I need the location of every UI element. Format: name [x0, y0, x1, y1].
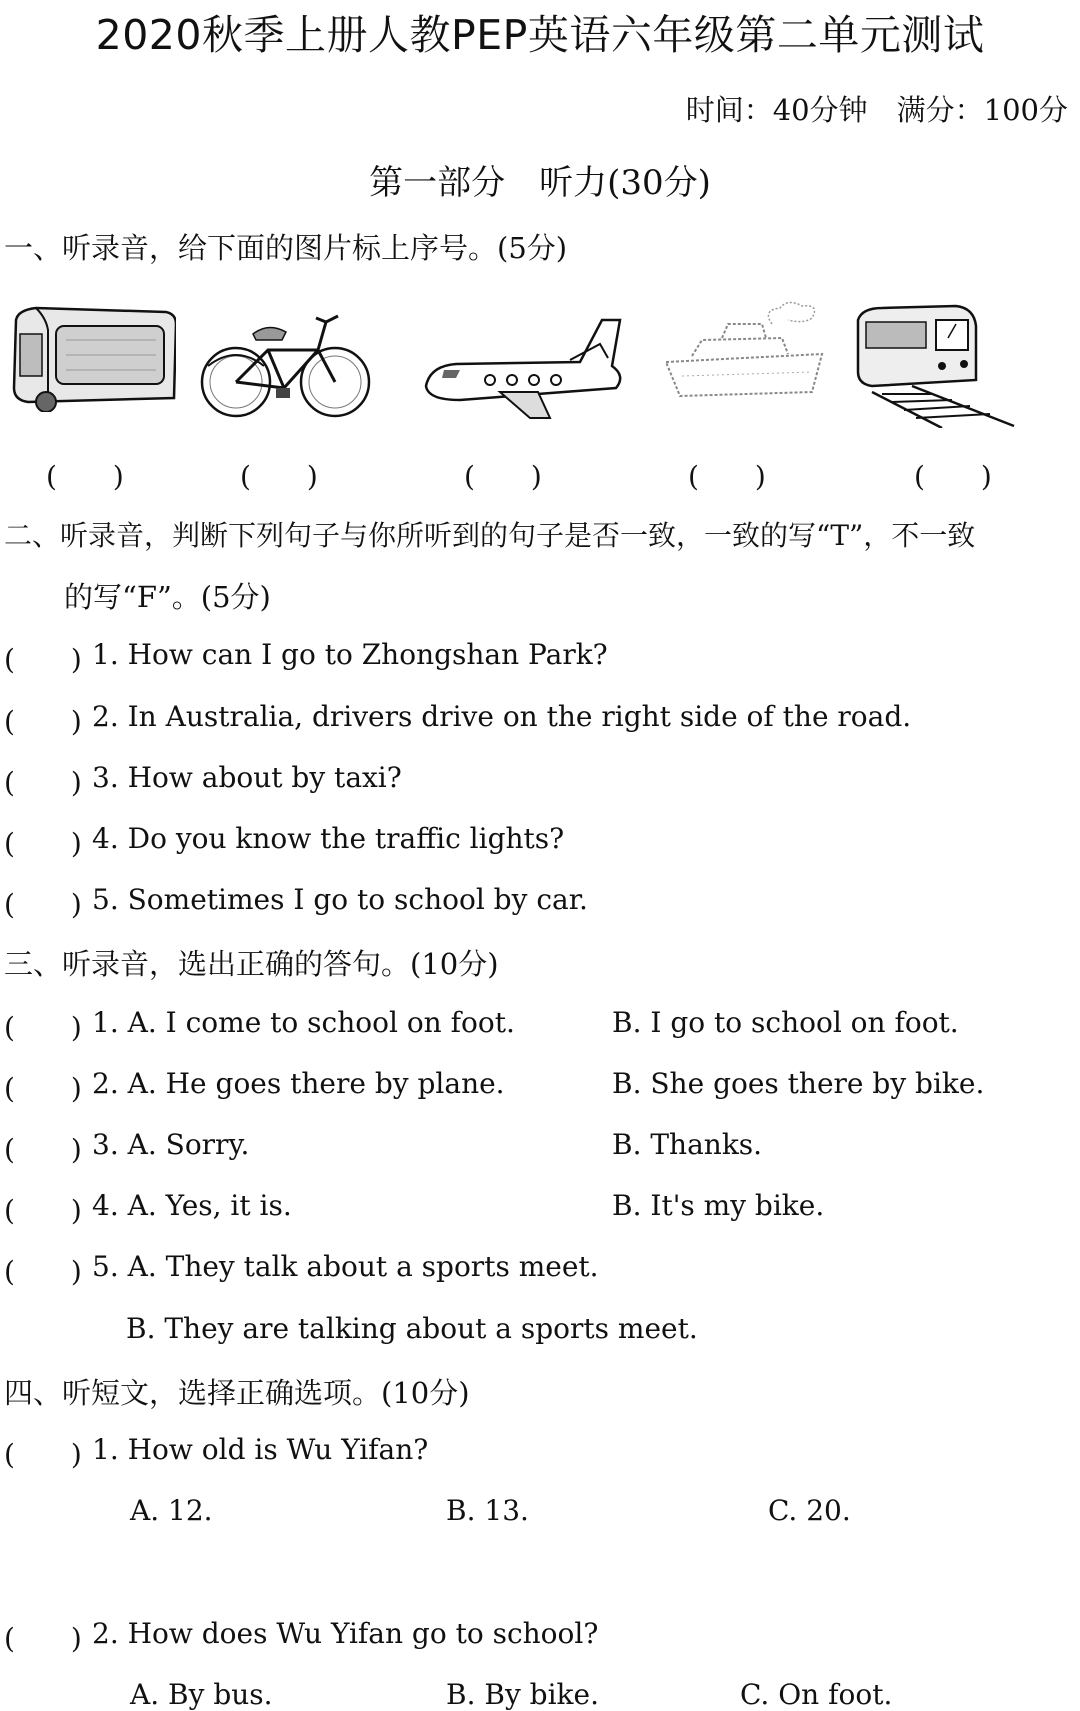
- answer-blank[interactable]: ( ): [4, 1438, 82, 1471]
- answer-blank[interactable]: ( ): [4, 643, 82, 676]
- option-b: B. I go to school on foot.: [612, 1006, 959, 1039]
- answer-blank[interactable]: ( ): [4, 888, 82, 921]
- answer-blank[interactable]: ( ): [4, 827, 82, 860]
- answer-blank[interactable]: ( ): [4, 1622, 82, 1655]
- picture-answer-blank[interactable]: ( ): [46, 460, 124, 493]
- answer-blank[interactable]: ( ): [4, 1072, 82, 1105]
- option-b: B. Thanks.: [612, 1128, 763, 1161]
- judge-item: 3. How about by taxi?: [92, 761, 402, 794]
- option-b: B. She goes there by bike.: [612, 1067, 985, 1100]
- answer-blank[interactable]: ( ): [4, 1255, 82, 1288]
- page-title: 2020秋季上册人教PEP英语六年级第二单元测试: [95, 11, 985, 59]
- option-b: B. It's my bike.: [612, 1189, 825, 1222]
- judge-item: 4. Do you know the traffic lights?: [92, 822, 565, 855]
- train-picture: [852, 302, 1022, 428]
- plane-picture: [420, 314, 630, 426]
- bus-picture: [6, 300, 176, 412]
- judge-item: 2. In Australia, drivers drive on the right side of the road.: [92, 700, 912, 733]
- ship-picture: [662, 300, 830, 402]
- option-a: A. 12.: [130, 1494, 213, 1527]
- answer-blank[interactable]: ( ): [4, 1011, 82, 1044]
- option-b: B. They are talking about a sports meet.: [126, 1312, 698, 1345]
- option-c: C. On foot.: [740, 1678, 893, 1711]
- answer-blank[interactable]: ( ): [4, 1133, 82, 1166]
- part-heading: 第一部分 听力(30分): [369, 163, 711, 203]
- option-c: C. 20.: [768, 1494, 851, 1527]
- section3-heading: 三、听录音，选出正确的答句。(10分): [4, 947, 499, 981]
- picture-answer-blank[interactable]: ( ): [914, 460, 992, 493]
- option-a: 5. A. They talk about a sports meet.: [92, 1250, 599, 1283]
- picture-answer-blank[interactable]: ( ): [240, 460, 318, 493]
- option-a: A. By bus.: [130, 1678, 273, 1711]
- question: 1. How old is Wu Yifan?: [92, 1433, 429, 1466]
- judge-item: 1. How can I go to Zhongshan Park?: [92, 638, 608, 671]
- answer-blank[interactable]: ( ): [4, 766, 82, 799]
- picture-answer-blank[interactable]: ( ): [688, 460, 766, 493]
- section2-heading: 二、听录音，判断下列句子与你所听到的句子是否一致，一致的写“T”，不一致: [4, 519, 976, 552]
- section1-heading: 一、听录音，给下面的图片标上序号。(5分): [4, 231, 568, 265]
- option-b: B. By bike.: [446, 1678, 599, 1711]
- option-b: B. 13.: [446, 1494, 529, 1527]
- judge-item: 5. Sometimes I go to school by car.: [92, 883, 588, 916]
- answer-blank[interactable]: ( ): [4, 705, 82, 738]
- exam-meta: 时间：40分钟 满分：100分: [685, 93, 1068, 127]
- option-a: 3. A. Sorry.: [92, 1128, 250, 1161]
- option-a: 2. A. He goes there by plane.: [92, 1067, 505, 1100]
- option-a: 4. A. Yes, it is.: [92, 1189, 292, 1222]
- picture-answer-blank[interactable]: ( ): [464, 460, 542, 493]
- option-a: 1. A. I come to school on foot.: [92, 1006, 515, 1039]
- section4-heading: 四、听短文，选择正确选项。(10分): [4, 1376, 470, 1410]
- question: 2. How does Wu Yifan go to school?: [92, 1617, 599, 1650]
- section2-heading-cont: 的写“F”。(5分): [64, 580, 271, 614]
- bike-picture: [198, 304, 373, 422]
- answer-blank[interactable]: ( ): [4, 1194, 82, 1227]
